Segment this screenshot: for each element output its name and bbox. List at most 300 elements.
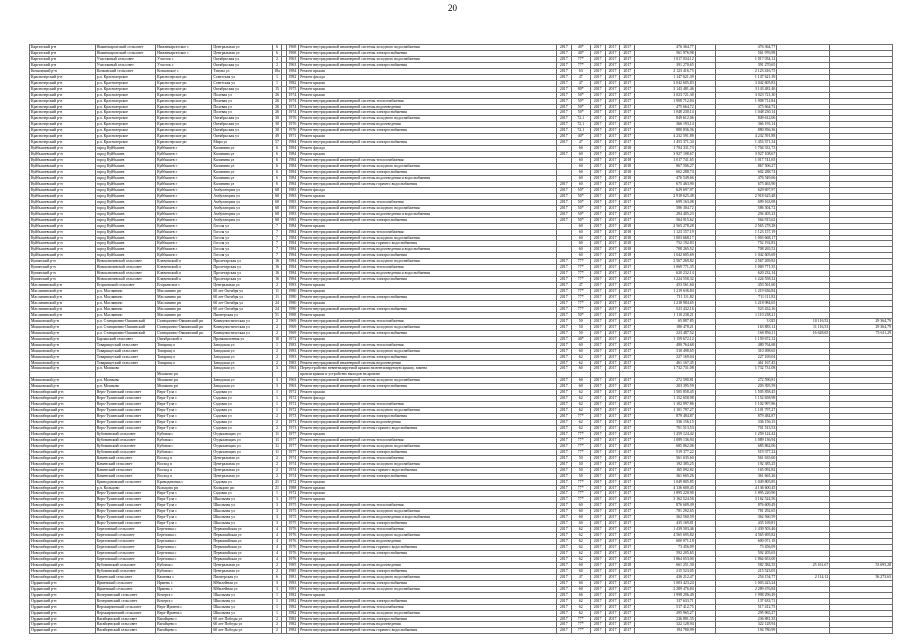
table-cell: 1 003 668,17 bbox=[635, 235, 695, 241]
table-cell: 480 764,68 bbox=[635, 342, 695, 348]
table-cell: Ремонт внутридомовой инженерной системы электроснабжения bbox=[299, 140, 557, 146]
table-cell: 2017 bbox=[605, 253, 620, 259]
table-cell: 2017 bbox=[620, 509, 635, 515]
table-cell: Краснозерское рп bbox=[156, 134, 212, 140]
table-cell: 2017 bbox=[605, 122, 620, 128]
table-cell: Ремонт внутридомовой инженерной системы электроснабжения bbox=[299, 217, 557, 223]
table-cell: Куйбышевский р-н bbox=[30, 193, 96, 199]
table-cell: Центральная ул bbox=[212, 473, 272, 479]
table-cell: 2017 bbox=[590, 479, 605, 485]
table-cell: Новосибирский р-н bbox=[30, 485, 96, 491]
table-cell: 2017 bbox=[620, 134, 635, 140]
table-cell: 72,1 bbox=[571, 122, 590, 128]
table-cell: 62 bbox=[571, 556, 590, 562]
table-cell: 2017 bbox=[620, 271, 635, 277]
table-cell: 620 232,14 bbox=[635, 271, 695, 277]
table-cell: 165 092,82 bbox=[715, 467, 776, 473]
table-cell: Новосибирский р-н bbox=[30, 431, 96, 437]
table-cell: Ордынский р-н bbox=[30, 616, 96, 622]
table-cell: Новосибирский р-н bbox=[30, 390, 96, 396]
table-cell: 62 bbox=[571, 396, 590, 402]
table-cell: Вагайцево с bbox=[156, 622, 212, 628]
table-cell: 2017 bbox=[620, 592, 635, 598]
table-cell: 2017 bbox=[605, 104, 620, 110]
table-cell: 60 лет Октября ул bbox=[212, 306, 272, 312]
table-cell: р.п. Краснозерское bbox=[95, 98, 155, 104]
table-cell: 2017 bbox=[590, 426, 605, 432]
table-cell: 2017 bbox=[556, 378, 571, 384]
table-cell: 77* bbox=[571, 300, 590, 306]
table-cell: 2 bbox=[272, 616, 282, 622]
table-cell: Мошковский р-н bbox=[30, 366, 96, 372]
table-cell: 1972 bbox=[286, 402, 299, 408]
table-cell: 2017 bbox=[620, 390, 635, 396]
table-cell: Ремонт внутридомовой инженерной системы водоотведения bbox=[299, 122, 557, 128]
table-cell: 2017 bbox=[556, 539, 571, 545]
table-cell: 2017 bbox=[556, 515, 571, 521]
table-cell: Гоголя ул bbox=[212, 241, 272, 247]
table-cell: 476 364,77 bbox=[635, 45, 695, 51]
table-cell: 2017 bbox=[590, 467, 605, 473]
table-cell: Новосибирский р-н bbox=[30, 461, 96, 467]
table-cell: Мошковский р-н bbox=[30, 342, 96, 348]
table-cell: 50* bbox=[571, 104, 590, 110]
table-cell: Верх-Тулинский сельсовет bbox=[95, 497, 155, 503]
table-cell: 2017 bbox=[556, 116, 571, 122]
table-cell: Ремонт фасада bbox=[299, 146, 557, 152]
table-cell: Станционно-Ояшинский рп bbox=[156, 318, 212, 324]
table-cell: 2017 bbox=[556, 479, 571, 485]
table-cell: 867 506,27 bbox=[635, 164, 695, 170]
table-cell: 2017 bbox=[620, 366, 635, 372]
table-cell: Амбулатория ул bbox=[212, 193, 272, 199]
table-cell: 62 bbox=[571, 551, 590, 557]
table-cell: 1 704 331,73 bbox=[635, 146, 695, 152]
table-cell: 2017 bbox=[605, 598, 620, 604]
table-cell: 453 561,60 bbox=[715, 283, 776, 289]
table-cell: Ремонт крыши bbox=[299, 80, 557, 86]
table-cell: Ключевский п bbox=[156, 265, 212, 271]
table-cell: 2017 bbox=[620, 68, 635, 74]
table-cell: 391 270,65 bbox=[715, 62, 776, 68]
table-cell: 1 089 136,94 bbox=[635, 437, 695, 443]
table-cell: 62 bbox=[571, 539, 590, 545]
table-cell: Верх-Тула с bbox=[156, 396, 212, 402]
table-cell: 2 918 625,48 bbox=[715, 193, 776, 199]
table-cell: Кубовинский сельсовет bbox=[95, 437, 155, 443]
table-cell: 2017 bbox=[605, 74, 620, 80]
table-cell: Ремонт внутридомовой инженерной системы водоотведения и водоснабжения bbox=[299, 271, 557, 277]
table-cell: Ремонт внутридомовой инженерной системы холодного водоснабжения bbox=[299, 443, 557, 449]
table-cell: 2017 bbox=[590, 62, 605, 68]
table-cell: 1983 bbox=[286, 217, 299, 223]
table-cell: 2017 bbox=[556, 259, 571, 265]
table-cell: 2017 bbox=[590, 378, 605, 384]
table-cell: Ремонт крыши bbox=[299, 556, 557, 562]
table-cell: 2017 bbox=[556, 271, 571, 277]
table-cell: 2017 bbox=[605, 628, 620, 634]
table-cell: Куйбышевский р-н bbox=[30, 253, 96, 259]
table-cell: 24 bbox=[272, 306, 282, 312]
table-cell: Октябрьская ул bbox=[212, 62, 272, 68]
table-cell: 2017 bbox=[556, 318, 571, 324]
table-cell: Товарищ п bbox=[156, 348, 212, 354]
table-cell: 4 bbox=[272, 545, 282, 551]
table-cell: Октябрьская ул bbox=[212, 128, 272, 134]
table-cell: 2017 bbox=[620, 568, 635, 574]
table-cell: 227 169,04 bbox=[635, 354, 695, 360]
table-cell: 77* bbox=[571, 414, 590, 420]
table-cell: 2017 bbox=[556, 574, 571, 580]
table-cell: Новосибирский р-н bbox=[30, 396, 96, 402]
table-cell: 2017 bbox=[590, 80, 605, 86]
table-cell: 57 bbox=[272, 140, 282, 146]
table-cell: Калинина ул bbox=[212, 152, 272, 158]
table-cell: Ремонт внутридомовой инженерной системы электроснабжения bbox=[299, 473, 557, 479]
table-cell: 1984 bbox=[286, 175, 299, 181]
table-cell: 2017 bbox=[556, 533, 571, 539]
table-cell: 2017 bbox=[620, 604, 635, 610]
table-cell: 2017 bbox=[620, 211, 635, 217]
table-cell: 2017 bbox=[556, 74, 571, 80]
table-cell: Ремонт внутридомовой инженерной системы электроснабжения bbox=[299, 616, 557, 622]
table-cell: 163 883,12 bbox=[715, 324, 776, 330]
table-cell: 62 bbox=[571, 402, 590, 408]
table-cell: 2017 bbox=[556, 443, 571, 449]
table-cell: Отдыхающих ул bbox=[212, 431, 272, 437]
table-cell: 30 bbox=[272, 128, 282, 134]
table-cell: 2017 bbox=[590, 515, 605, 521]
table-cell: 2017 bbox=[556, 152, 571, 158]
table-cell: 2017 bbox=[556, 491, 571, 497]
table-cell: 2017 bbox=[605, 467, 620, 473]
table-cell: Верх-Ирмень с bbox=[156, 604, 212, 610]
table-cell: 1 895 220,90 bbox=[715, 491, 776, 497]
table-cell: Полевая ул bbox=[212, 98, 272, 104]
table-cell: 2 bbox=[272, 56, 282, 62]
table-cell: 2017 bbox=[556, 265, 571, 271]
table-cell: 2017 bbox=[590, 259, 605, 265]
table-cell: 2017 bbox=[620, 92, 635, 98]
table-cell: 2017 bbox=[620, 455, 635, 461]
table-cell: 1 048 230,14 bbox=[635, 110, 695, 116]
table-cell: 2017 bbox=[590, 128, 605, 134]
table-cell: 2017 bbox=[620, 45, 635, 51]
table-cell: 2017 bbox=[556, 92, 571, 98]
table-cell: 2017 bbox=[620, 610, 635, 616]
table-cell: Куйбышевский р-н bbox=[30, 199, 96, 205]
table-cell: 2017 bbox=[605, 473, 620, 479]
table-cell: Верх-Тула с bbox=[156, 503, 212, 509]
table-cell: 2017 bbox=[620, 426, 635, 432]
table-cell: 880 836,36 bbox=[635, 128, 695, 134]
table-cell: 1980 bbox=[286, 289, 299, 295]
table-cell: 2017 bbox=[620, 473, 635, 479]
table-cell: 2017 bbox=[556, 300, 571, 306]
table-cell: 2017 bbox=[590, 289, 605, 295]
table-cell: Мошковский р-н bbox=[30, 330, 96, 336]
table-cell: 2017 bbox=[556, 408, 571, 414]
table-cell: Заводская ул bbox=[212, 342, 272, 348]
table-cell: 3 023 721,30 bbox=[635, 92, 695, 98]
table-cell: р.п. Мошково bbox=[95, 384, 155, 390]
table-cell: 1975 bbox=[286, 521, 299, 527]
table-cell: 2017 bbox=[556, 628, 571, 634]
table-cell: 1983 bbox=[286, 354, 299, 360]
table-cell: 2017 bbox=[556, 187, 571, 193]
table-cell: 80* bbox=[571, 86, 590, 92]
table-cell: 2017 bbox=[620, 586, 635, 592]
table-cell: 2017 bbox=[605, 604, 620, 610]
table-cell: 1 017 741,65 bbox=[635, 158, 695, 164]
table-cell: 60 bbox=[571, 175, 590, 181]
table-cell: 2017 bbox=[605, 568, 620, 574]
table-cell: 1 159 672,12 bbox=[715, 336, 776, 342]
table-cell: Ремонт внутридомовой инженерной системы теплоснабжения bbox=[299, 455, 557, 461]
table-cell: 2017 bbox=[556, 104, 571, 110]
table-cell: 475 664,72 bbox=[635, 104, 695, 110]
table-cell: Куйбышев г bbox=[156, 253, 212, 259]
table-cell: 2017 bbox=[556, 384, 571, 390]
table-cell: Садовая ул bbox=[212, 408, 272, 414]
table-cell: 50* bbox=[571, 92, 590, 98]
table-cell: 3 bbox=[272, 515, 282, 521]
table-cell: 2017 bbox=[620, 449, 635, 455]
table-cell: Новосибирский р-н bbox=[30, 574, 96, 580]
table-cell: 223 487,52 bbox=[635, 330, 695, 336]
table-cell: 1984 bbox=[286, 146, 299, 152]
table-cell: Садовая ул bbox=[212, 426, 272, 432]
table-cell: 752 192,83 bbox=[715, 241, 776, 247]
table-cell: 2017 bbox=[556, 342, 571, 348]
table-cell: 1 017 034,12 bbox=[715, 56, 776, 62]
table-cell: Ремонт внутридомовой инженерной системы холодного водоснабжения bbox=[299, 164, 557, 170]
table-cell: Ремонт внутридомовой инженерной системы водоотведения и водоснабжения bbox=[299, 247, 557, 253]
table-cell: Краснозерский р-н bbox=[30, 74, 96, 80]
table-cell bbox=[777, 628, 830, 634]
table-cell: Краснозерское рп bbox=[156, 92, 212, 98]
table-cell: 3 bbox=[272, 384, 282, 390]
table-cell: 16 bbox=[272, 259, 282, 265]
table-cell: Краснозерское рп bbox=[156, 98, 212, 104]
table-cell: 49 bbox=[272, 134, 282, 140]
table-cell: 1974 bbox=[286, 455, 299, 461]
table-cell: Калинина ул bbox=[212, 181, 272, 187]
table-cell: 1968 bbox=[286, 50, 299, 56]
table-cell: Кольцово рп bbox=[156, 485, 212, 491]
table-cell: 4 136 600,45 bbox=[715, 485, 776, 491]
table-cell: 1982 bbox=[286, 610, 299, 616]
table-cell: Егорьевский сельсовет bbox=[95, 283, 155, 289]
table-cell: 77* bbox=[571, 271, 590, 277]
table-cell: 2017 bbox=[605, 289, 620, 295]
table-cell: 10 bbox=[272, 336, 282, 342]
table-cell: 62 bbox=[571, 354, 590, 360]
table-cell: 1 101 797,27 bbox=[715, 408, 776, 414]
table-cell: 10 116,52 bbox=[777, 318, 830, 324]
table-cell: Ремонт внутридомовой инженерной системы холодного водоснабжения bbox=[299, 116, 557, 122]
table-cell: Новосибирский р-н bbox=[30, 491, 96, 497]
table-cell: 435 169,81 bbox=[635, 521, 695, 527]
table-cell: 2018 bbox=[620, 175, 635, 181]
table-cell: 1984 bbox=[286, 271, 299, 277]
table-cell: Советская ул bbox=[212, 80, 272, 86]
table-cell: 2017 bbox=[590, 521, 605, 527]
table-cell: 2017 bbox=[620, 56, 635, 62]
table-cell: Первомайская ул bbox=[212, 527, 272, 533]
table-cell: 2017 bbox=[556, 396, 571, 402]
table-cell: 2017 bbox=[590, 336, 605, 342]
table-cell: Гоголя ул bbox=[212, 253, 272, 259]
table-cell: 2017 bbox=[590, 170, 605, 176]
table-cell: 6 bbox=[272, 45, 282, 51]
table-cell: Березовка с bbox=[156, 539, 212, 545]
table-cell: 1983 bbox=[286, 199, 299, 205]
table-cell: Ремонт внутридомовой инженерной системы теплоснабжения bbox=[299, 318, 557, 324]
table-cell: Березовский сельсовет bbox=[95, 539, 155, 545]
table-cell: Новосибирский р-н bbox=[30, 473, 96, 479]
table-cell: 2017 bbox=[590, 390, 605, 396]
table-cell: 1 bbox=[272, 80, 282, 86]
table-cell: р.п. Маслянино bbox=[95, 295, 155, 301]
table-cell: 60 bbox=[571, 509, 590, 515]
table-cell: 1985 bbox=[286, 568, 299, 574]
table-cell: Коммунистическая ул bbox=[212, 318, 272, 324]
table-cell: Ремонт внутридомовой инженерной системы теплоснабжения bbox=[299, 199, 557, 205]
table-cell: 2017 bbox=[605, 181, 620, 187]
table-cell: 50 bbox=[571, 473, 590, 479]
table-cell: 215 523,05 bbox=[635, 568, 695, 574]
table-cell: 77* bbox=[571, 265, 590, 271]
table-cell: 2017 bbox=[605, 152, 620, 158]
table-cell: 16 bbox=[272, 277, 282, 283]
table-cell: 2017 bbox=[590, 158, 605, 164]
table-cell: 2 bbox=[272, 360, 282, 366]
table-cell: Мира ул bbox=[212, 140, 272, 146]
table-cell: 2017 bbox=[590, 408, 605, 414]
table-cell: Новоключевской сельсовет bbox=[95, 259, 155, 265]
table-cell: Ремонт фасада bbox=[299, 187, 557, 193]
table-cell: 3 162 524,56 bbox=[635, 497, 695, 503]
table-cell: Ремонт внутридомовой инженерной системы горячего водоснабжения bbox=[299, 426, 557, 432]
table-cell: 2017 bbox=[590, 414, 605, 420]
table-cell: Маслянино рп bbox=[156, 300, 212, 306]
table-cell: 2017 bbox=[620, 556, 635, 562]
table-cell: Куйбышев г bbox=[156, 247, 212, 253]
table-cell: 2017 bbox=[590, 50, 605, 56]
table-cell: 60 bbox=[571, 164, 590, 170]
table-cell: город Куйбышев bbox=[95, 187, 155, 193]
table-cell: 2018 bbox=[620, 241, 635, 247]
table-cell: 2017 bbox=[620, 348, 635, 354]
table-cell: Краснозерский р-н bbox=[30, 104, 96, 110]
table-cell: 2017 bbox=[556, 402, 571, 408]
table-cell: 2017 bbox=[605, 277, 620, 283]
table-cell: Школьная ул bbox=[212, 515, 272, 521]
table-cell: 3 bbox=[272, 378, 282, 384]
table-cell: 77* bbox=[571, 62, 590, 68]
table-cell: 2017 bbox=[605, 62, 620, 68]
table-cell: 1 042 605,69 bbox=[715, 253, 776, 259]
table-cell: 2017 bbox=[620, 402, 635, 408]
table-cell: 2017 bbox=[556, 437, 571, 443]
table-cell: 4 136 600,45 bbox=[635, 485, 695, 491]
table-cell: 1976 bbox=[286, 539, 299, 545]
table-cell: Каменский сельсовет bbox=[95, 467, 155, 473]
table-cell: 2017 bbox=[556, 330, 571, 336]
table-cell: 2017 bbox=[605, 247, 620, 253]
table-cell: Куйбышевский р-н bbox=[30, 175, 96, 181]
table-cell: 701 513,53 bbox=[715, 426, 776, 432]
table-cell: 523 432,16 bbox=[715, 306, 776, 312]
table-cell: 2017 bbox=[590, 491, 605, 497]
table-cell: 461 167,45 bbox=[635, 360, 695, 366]
table-cell: 186 478,21 bbox=[635, 324, 695, 330]
table-cell: 77* bbox=[571, 295, 590, 301]
table-cell: р.п. Станционно-Ояшинский bbox=[95, 324, 155, 330]
table-cell: 60 лет Октября ул bbox=[212, 295, 272, 301]
table-cell: 476 549,66 bbox=[635, 175, 695, 181]
table-cell: Ремонт крыши bbox=[299, 68, 557, 74]
table-cell: 2017 bbox=[590, 283, 605, 289]
table-cell: 2017 bbox=[590, 295, 605, 301]
table-cell: Кубовинский сельсовет bbox=[95, 443, 155, 449]
table-cell: Ремонт фасада bbox=[299, 74, 557, 80]
table-cell: 137 633,71 bbox=[715, 598, 776, 604]
table-cell: 60 bbox=[571, 223, 590, 229]
table-cell: Мошковский р-н bbox=[30, 324, 96, 330]
table-cell: Ремонт крыши bbox=[299, 479, 557, 485]
table-cell: 77* bbox=[571, 497, 590, 503]
table-cell: 2017 bbox=[556, 56, 571, 62]
table-cell: 2017 bbox=[556, 45, 571, 51]
table-cell: 2017 bbox=[605, 443, 620, 449]
table-cell: 1977 bbox=[286, 449, 299, 455]
table-cell: Ремонт крыши bbox=[299, 491, 557, 497]
table-cell: 2017 bbox=[605, 515, 620, 521]
table-cell: 1974 bbox=[286, 461, 299, 467]
table-cell: 2017 bbox=[556, 420, 571, 426]
table-cell: 1 439 503,46 bbox=[715, 527, 776, 533]
table-cell: 68 bbox=[272, 187, 282, 193]
table-cell: Верх-Тула с bbox=[156, 426, 212, 432]
table-cell: 1 123 157,19 bbox=[715, 229, 776, 235]
table-cell: Товарищеский сельсовет bbox=[95, 348, 155, 354]
table-cell: 192 385,25 bbox=[715, 461, 776, 467]
table-cell: 1 159 672,12 bbox=[635, 336, 695, 342]
table-cell: Верхкирзинский сельсовет bbox=[95, 610, 155, 616]
table-cell: Ремонт внутридомовой инженерной системы электроснабжения bbox=[299, 50, 557, 56]
table-cell: Новосибирский р-н bbox=[30, 533, 96, 539]
table-cell: Школьная ул bbox=[212, 503, 272, 509]
table-cell: Ремонт внутридомовой инженерной системы холодного водоснабжения bbox=[299, 408, 557, 414]
table-cell: 2017 bbox=[620, 152, 635, 158]
table-cell: Куйбышевский р-н bbox=[30, 146, 96, 152]
table-cell: Маслянино рп bbox=[156, 295, 212, 301]
table-cell: 1980 bbox=[286, 300, 299, 306]
table-cell: Кочковский р-н bbox=[30, 68, 96, 74]
table-cell: 6 bbox=[272, 181, 282, 187]
table-cell bbox=[695, 628, 715, 634]
table-cell: 60 лет Победы ул bbox=[212, 628, 272, 634]
table-cell: 2017 bbox=[605, 354, 620, 360]
table-cell: Центральная ул bbox=[212, 568, 272, 574]
table-cell: 2017 bbox=[605, 431, 620, 437]
table-cell: 2017 bbox=[620, 122, 635, 128]
table-cell: 2017 bbox=[620, 521, 635, 527]
table-cell: 65 887,85 bbox=[635, 318, 695, 324]
table-cell: Куйбышев г bbox=[156, 158, 212, 164]
